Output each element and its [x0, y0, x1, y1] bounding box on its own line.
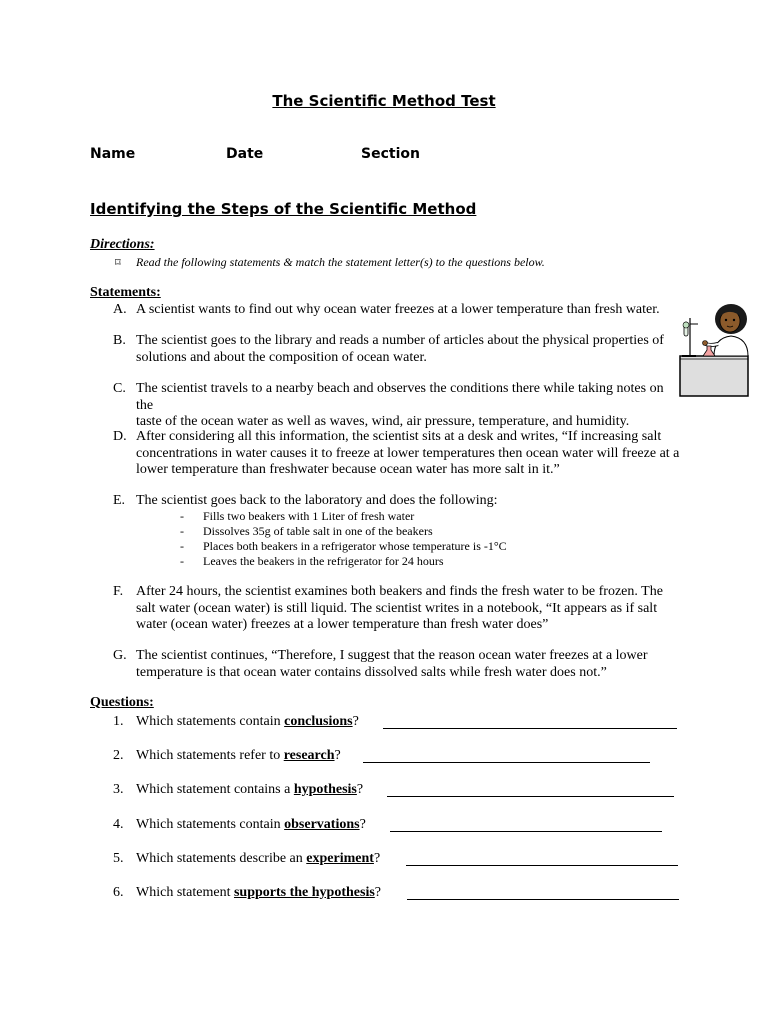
procedure-step: - Leaves the beakers in the refrigerator for 24 hours — [180, 554, 444, 568]
statement-letter-g: G. — [113, 648, 127, 663]
procedure-step: - Places both beakers in a refrigerator whose temperature is -1°C — [180, 539, 507, 553]
answer-line-2[interactable] — [363, 762, 650, 763]
question-1-text: Which statements contain conclusions? — [136, 714, 359, 729]
question-number: 6. — [113, 885, 124, 900]
answer-line-1[interactable] — [383, 728, 677, 729]
answer-line-5[interactable] — [406, 865, 678, 866]
section-field-label: Section — [361, 146, 420, 162]
scientist-illustration — [676, 300, 752, 398]
question-number: 3. — [113, 782, 124, 797]
statement-d-text: After considering all this information, the scientist sits at a desk and writes, “If increasing salt concentrations in water causes it to freeze at lower temperatures then ocean water will freeze at a lower temperature than freshwater because ocean water has more salt in it.” — [136, 429, 680, 477]
procedure-step: - Dissolves 35g of table salt in one of the beakers — [180, 524, 433, 538]
question-number: 4. — [113, 817, 124, 832]
question-3-text: Which statement contains a hypothesis? — [136, 782, 364, 797]
bullet-icon: ⌑ — [115, 256, 121, 269]
question-2-text: Which statements refer to research? — [136, 748, 341, 763]
directions-label: Directions: — [90, 237, 155, 252]
name-field-label: Name — [90, 146, 136, 162]
statement-letter-d: D. — [113, 429, 127, 444]
question-number: 5. — [113, 851, 124, 866]
statement-b-text: The scientist goes to the library and reads a number of articles about the physical properties of solutions and about the composition of ocean water. — [136, 333, 664, 365]
answer-line-6[interactable] — [407, 899, 679, 900]
statement-letter-c: C. — [113, 381, 126, 396]
question-6-text: Which statement supports the hypothesis? — [136, 885, 382, 900]
statement-a-text: A scientist wants to find out why ocean water freezes at a lower temperature than fresh water. — [136, 302, 660, 317]
questions-label: Questions: — [90, 695, 154, 710]
question-number: 1. — [113, 714, 124, 729]
question-4-text: Which statements contain observations? — [136, 817, 366, 832]
directions-text: Read the following statements & match the statement letter(s) to the questions below. — [136, 255, 545, 269]
date-field-label: Date — [226, 146, 264, 162]
answer-line-4[interactable] — [390, 831, 662, 832]
statement-c-text: The scientist travels to a nearby beach and observes the conditions there while taking notes on the taste of the ocean water as well as waves, wind, air pressure, temperature, and humidity. — [136, 381, 664, 429]
statements-label: Statements: — [90, 285, 161, 300]
statement-letter-f: F. — [113, 584, 124, 599]
section-heading: Identifying the Steps of the Scientific Method — [90, 200, 477, 218]
statement-e-text: The scientist goes back to the laboratory and does the following: — [136, 493, 498, 508]
statement-f-text: After 24 hours, the scientist examines both beakers and finds the fresh water to be frozen. The salt water (ocean water) is still liquid. The scientist writes in a notebook, “It appears as if salt water (ocean water) freezes at a lower temperature than fresh water does” — [136, 584, 663, 632]
statement-letter-e: E. — [113, 493, 126, 508]
statement-letter-a: A. — [113, 302, 127, 317]
statement-letter-b: B. — [113, 333, 126, 348]
procedure-step: - Fills two beakers with 1 Liter of fresh water — [180, 509, 415, 523]
answer-line-3[interactable] — [387, 796, 674, 797]
page-title: The Scientific Method Test — [272, 92, 496, 110]
statement-g-text: The scientist continues, “Therefore, I suggest that the reason ocean water freezes at a lower temperature is that ocean water contains dissolved salts while fresh water does not.” — [136, 648, 648, 680]
question-5-text: Which statements describe an experiment? — [136, 851, 381, 866]
question-number: 2. — [113, 748, 124, 763]
